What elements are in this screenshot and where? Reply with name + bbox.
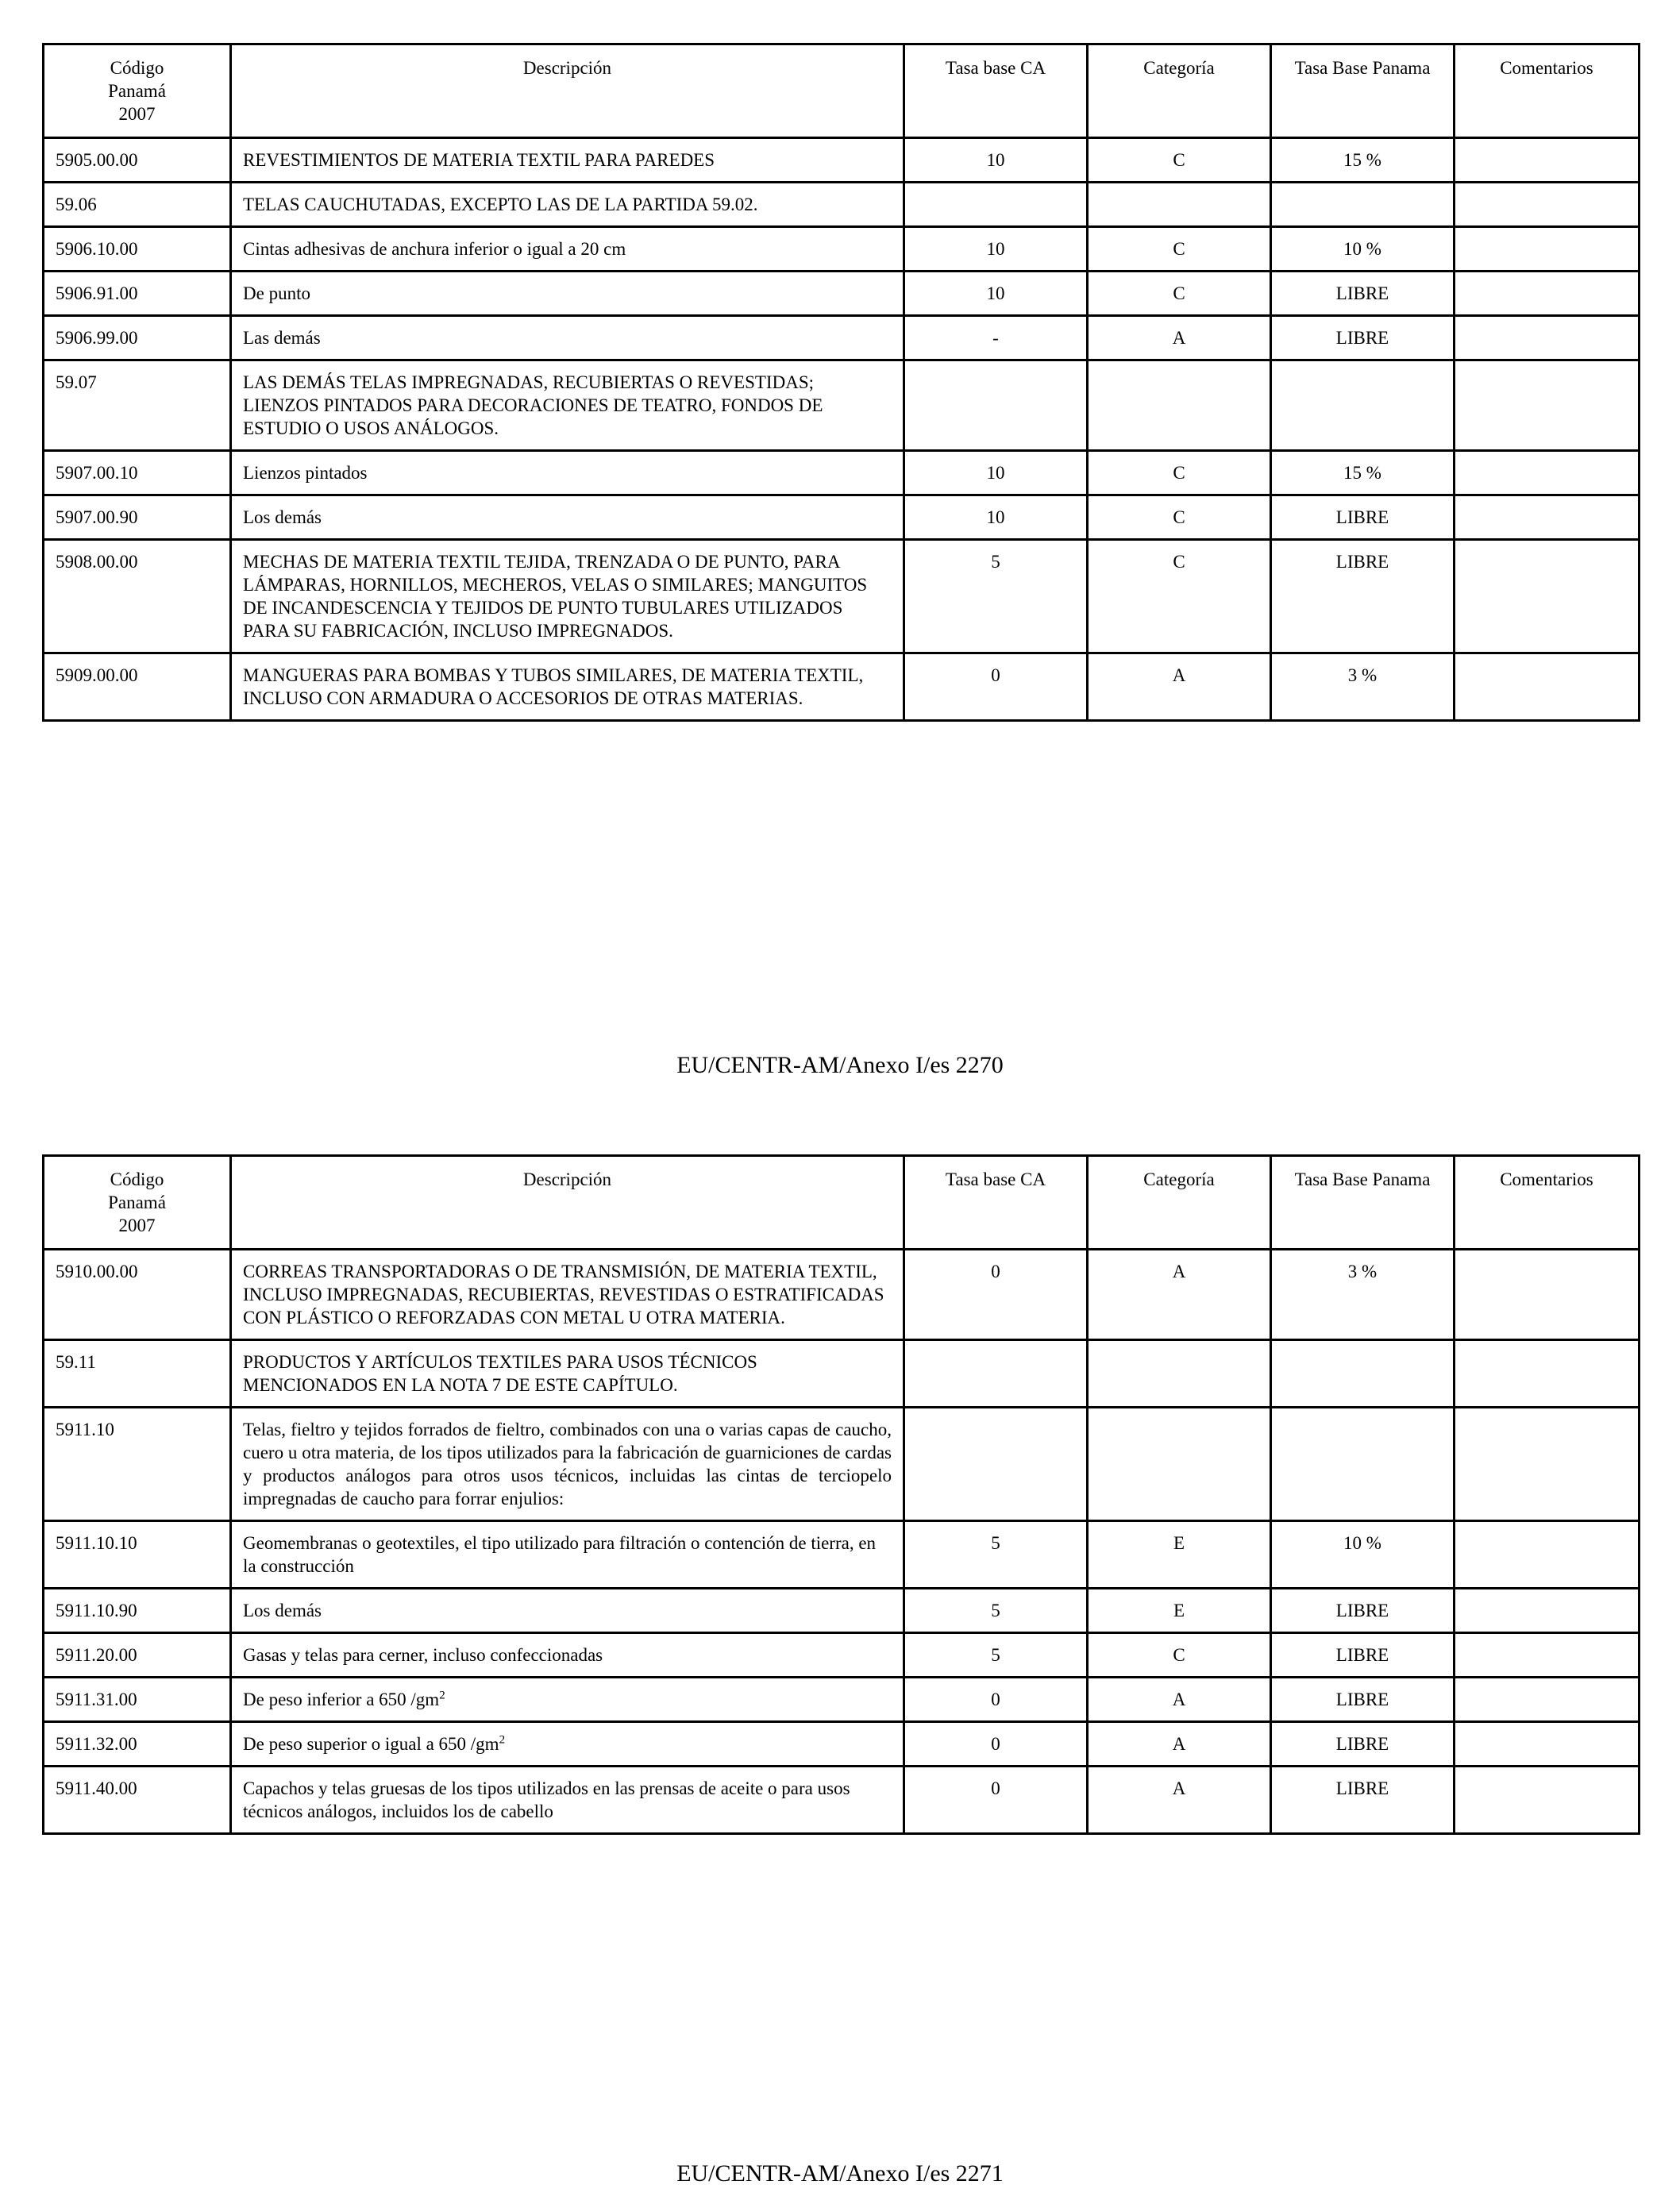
header-categoria: Categoría [1088, 1156, 1271, 1250]
page-footer-1: EU/CENTR-AM/Anexo I/es 2270 [676, 1052, 1004, 1078]
cell-code: 5906.10.00 [44, 227, 231, 272]
header-descripcion: Descripción [231, 1156, 904, 1250]
cell-com [1455, 272, 1640, 316]
header-comentarios: Comentarios [1455, 44, 1640, 138]
tariff-table-2 [42, 1154, 1640, 1835]
cell-com [1455, 138, 1640, 183]
table-row [44, 272, 1640, 316]
header-tasa-ca: Tasa base CA [904, 1156, 1088, 1250]
cell-com [1455, 495, 1640, 540]
cell-cat: E [1088, 1521, 1271, 1589]
table-row [44, 1521, 1640, 1589]
cell-com [1455, 1633, 1640, 1678]
cell-tasa [904, 1340, 1088, 1408]
cell-cat: C [1088, 138, 1271, 183]
cell-desc: PRODUCTOS Y ARTÍCULOS TEXTILES PARA USOS TÉCNICOS MENCIONADOS EN LA NOTA 7 DE ESTE CAPÍTULO. [231, 1340, 904, 1408]
cell-code: 5911.10.10 [44, 1521, 231, 1589]
header-descripcion: Descripción [231, 44, 904, 138]
cell-cat: C [1088, 451, 1271, 495]
cell-com [1455, 540, 1640, 653]
superscript: 2 [439, 1689, 445, 1702]
table-row [44, 360, 1640, 451]
cell-cat [1088, 183, 1271, 227]
table-row [44, 1767, 1640, 1834]
cell-pan [1271, 1340, 1455, 1408]
cell-com [1455, 360, 1640, 451]
header-codigo [44, 44, 231, 138]
table-row [44, 227, 1640, 272]
cell-pan: LIBRE [1271, 1589, 1455, 1633]
header-tasa-panama: Tasa Base Panama [1271, 1156, 1455, 1250]
cell-cat: C [1088, 495, 1271, 540]
cell-code: 59.06 [44, 183, 231, 227]
header-comentarios: Comentarios [1455, 1156, 1640, 1250]
cell-desc: Lienzos pintados [231, 451, 904, 495]
cell-tasa: 5 [904, 1589, 1088, 1633]
cell-code: 59.11 [44, 1340, 231, 1408]
cell-com [1455, 1678, 1640, 1722]
cell-tasa: 0 [904, 1250, 1088, 1340]
table-row [44, 1340, 1640, 1408]
cell-pan [1271, 360, 1455, 451]
cell-com [1455, 1340, 1640, 1408]
cell-com [1455, 1589, 1640, 1633]
cell-com [1455, 227, 1640, 272]
cell-desc [231, 1722, 904, 1767]
cell-desc: LAS DEMÁS TELAS IMPREGNADAS, RECUBIERTAS O REVESTIDAS; LIENZOS PINTADOS PARA DECORACIONES DE TEATRO, FONDOS DE ESTUDIO O USOS ANÁLOGOS. [231, 360, 904, 451]
cell-com [1455, 451, 1640, 495]
cell-code: 5911.10 [44, 1408, 231, 1521]
cell-code: 5911.32.00 [44, 1722, 231, 1767]
cell-pan: LIBRE [1271, 316, 1455, 360]
cell-desc: MECHAS DE MATERIA TEXTIL TEJIDA, TRENZADA O DE PUNTO, PARA LÁMPARAS, HORNILLOS, MECHEROS, VELAS O SIMILARES; MANGUITOS DE INCANDESCENCIA Y TEJIDOS DE PUNTO TUBULARES UTILIZADOS PARA SU FABRICACIÓN, INCLUSO IMPREGNADOS. [231, 540, 904, 653]
table-row [44, 451, 1640, 495]
table-row [44, 316, 1640, 360]
cell-tasa [904, 183, 1088, 227]
cell-code: 5907.00.90 [44, 495, 231, 540]
cell-desc: Gasas y telas para cerner, incluso confeccionadas [231, 1633, 904, 1678]
cell-pan: 10 % [1271, 1521, 1455, 1589]
cell-code: 5911.20.00 [44, 1633, 231, 1678]
cell-com [1455, 183, 1640, 227]
page-footer-2: EU/CENTR-AM/Anexo I/es 2271 [676, 2160, 1004, 2187]
cell-tasa: 10 [904, 227, 1088, 272]
cell-desc: MANGUERAS PARA BOMBAS Y TUBOS SIMILARES, DE MATERIA TEXTIL, INCLUSO CON ARMADURA O ACCESORIOS DE OTRAS MATERIAS. [231, 653, 904, 721]
cell-pan: LIBRE [1271, 1767, 1455, 1834]
cell-com [1455, 653, 1640, 721]
cell-cat: A [1088, 1722, 1271, 1767]
table-row [44, 138, 1640, 183]
cell-com [1455, 1722, 1640, 1767]
header-codigo [44, 1156, 231, 1250]
cell-pan: LIBRE [1271, 540, 1455, 653]
table-row [44, 1589, 1640, 1633]
cell-cat: A [1088, 1767, 1271, 1834]
cell-code: 5905.00.00 [44, 138, 231, 183]
table-row [44, 1408, 1640, 1521]
cell-desc: TELAS CAUCHUTADAS, EXCEPTO LAS DE LA PARTIDA 59.02. [231, 183, 904, 227]
table-row [44, 183, 1640, 227]
cell-cat: A [1088, 1678, 1271, 1722]
cell-pan: 15 % [1271, 138, 1455, 183]
cell-tasa: 10 [904, 138, 1088, 183]
cell-code: 5906.99.00 [44, 316, 231, 360]
cell-code: 5906.91.00 [44, 272, 231, 316]
cell-pan: LIBRE [1271, 495, 1455, 540]
cell-com [1455, 1250, 1640, 1340]
cell-tasa [904, 1408, 1088, 1521]
cell-cat [1088, 1408, 1271, 1521]
table-row [44, 1250, 1640, 1340]
cell-cat: C [1088, 272, 1271, 316]
cell-pan: 10 % [1271, 227, 1455, 272]
cell-pan: LIBRE [1271, 1678, 1455, 1722]
cell-pan [1271, 183, 1455, 227]
table-row [44, 540, 1640, 653]
header-tasa-panama: Tasa Base Panama [1271, 44, 1455, 138]
cell-cat: C [1088, 227, 1271, 272]
cell-pan [1271, 1408, 1455, 1521]
cell-com [1455, 1767, 1640, 1834]
cell-desc: Cintas adhesivas de anchura inferior o igual a 20 cm [231, 227, 904, 272]
cell-pan: 3 % [1271, 1250, 1455, 1340]
cell-cat: C [1088, 540, 1271, 653]
cell-tasa: 10 [904, 451, 1088, 495]
cell-desc [231, 1678, 904, 1722]
cell-desc: Telas, fieltro y tejidos forrados de fieltro, combinados con una o varias capas de caucho, cuero u otra materia, de los tipos utilizados para la fabricación de guarniciones de cardas y productos análogos para otros usos técnicos, incluidas las cintas de terciopelo impregnadas de caucho para forrar enjulios: [231, 1408, 904, 1521]
cell-com [1455, 1408, 1640, 1521]
header-codigo-label: Código Panamá 2007 [108, 1169, 166, 1235]
cell-cat: A [1088, 1250, 1271, 1340]
cell-tasa: 5 [904, 1633, 1088, 1678]
superscript: 2 [499, 1733, 506, 1747]
cell-code: 5911.40.00 [44, 1767, 231, 1834]
cell-desc: Las demás [231, 316, 904, 360]
cell-pan: LIBRE [1271, 1633, 1455, 1678]
table-header-row [44, 1156, 1640, 1250]
cell-desc: Geomembranas o geotextiles, el tipo utilizado para filtración o contención de tierra, en la construcción [231, 1521, 904, 1589]
cell-code: 5911.31.00 [44, 1678, 231, 1722]
cell-code: 5910.00.00 [44, 1250, 231, 1340]
cell-cat: A [1088, 653, 1271, 721]
cell-pan: 15 % [1271, 451, 1455, 495]
table-row [44, 1678, 1640, 1722]
cell-tasa: 10 [904, 495, 1088, 540]
cell-tasa: 5 [904, 1521, 1088, 1589]
cell-desc: Los demás [231, 495, 904, 540]
cell-cat: A [1088, 316, 1271, 360]
cell-tasa: 0 [904, 1767, 1088, 1834]
cell-desc: REVESTIMIENTOS DE MATERIA TEXTIL PARA PAREDES [231, 138, 904, 183]
cell-desc: De punto [231, 272, 904, 316]
cell-code: 5911.10.90 [44, 1589, 231, 1633]
cell-com [1455, 1521, 1640, 1589]
cell-com [1455, 316, 1640, 360]
cell-desc: Los demás [231, 1589, 904, 1633]
cell-cat [1088, 1340, 1271, 1408]
header-tasa-ca: Tasa base CA [904, 44, 1088, 138]
cell-pan: LIBRE [1271, 1722, 1455, 1767]
cell-tasa [904, 360, 1088, 451]
cell-tasa: 0 [904, 1678, 1088, 1722]
cell-tasa: 5 [904, 540, 1088, 653]
cell-cat [1088, 360, 1271, 451]
table-row [44, 495, 1640, 540]
cell-desc: CORREAS TRANSPORTADORAS O DE TRANSMISIÓN, DE MATERIA TEXTIL, INCLUSO IMPREGNADAS, RECUBIERTAS, REVESTIDAS O ESTRATIFICADAS CON PLÁSTICO O REFORZADAS CON METAL U OTRA MATERIA. [231, 1250, 904, 1340]
table-row [44, 653, 1640, 721]
cell-code: 5909.00.00 [44, 653, 231, 721]
table-row [44, 1722, 1640, 1767]
cell-cat: C [1088, 1633, 1271, 1678]
tariff-table-1 [42, 43, 1640, 722]
cell-tasa: 10 [904, 272, 1088, 316]
table-header-row [44, 44, 1640, 138]
cell-tasa: 0 [904, 653, 1088, 721]
cell-desc-text: De peso inferior a 650 /gm [243, 1690, 440, 1709]
cell-tasa: - [904, 316, 1088, 360]
cell-code: 59.07 [44, 360, 231, 451]
cell-code: 5908.00.00 [44, 540, 231, 653]
cell-cat: E [1088, 1589, 1271, 1633]
cell-code: 5907.00.10 [44, 451, 231, 495]
header-categoria: Categoría [1088, 44, 1271, 138]
header-codigo-label: Código Panamá 2007 [108, 58, 166, 124]
cell-desc: Capachos y telas gruesas de los tipos utilizados en las prensas de aceite o para usos técnicos análogos, incluidos los de cabello [231, 1767, 904, 1834]
cell-desc-text: De peso superior o igual a 650 /gm [243, 1734, 499, 1754]
cell-pan: 3 % [1271, 653, 1455, 721]
table-row [44, 1633, 1640, 1678]
cell-tasa: 0 [904, 1722, 1088, 1767]
cell-pan: LIBRE [1271, 272, 1455, 316]
